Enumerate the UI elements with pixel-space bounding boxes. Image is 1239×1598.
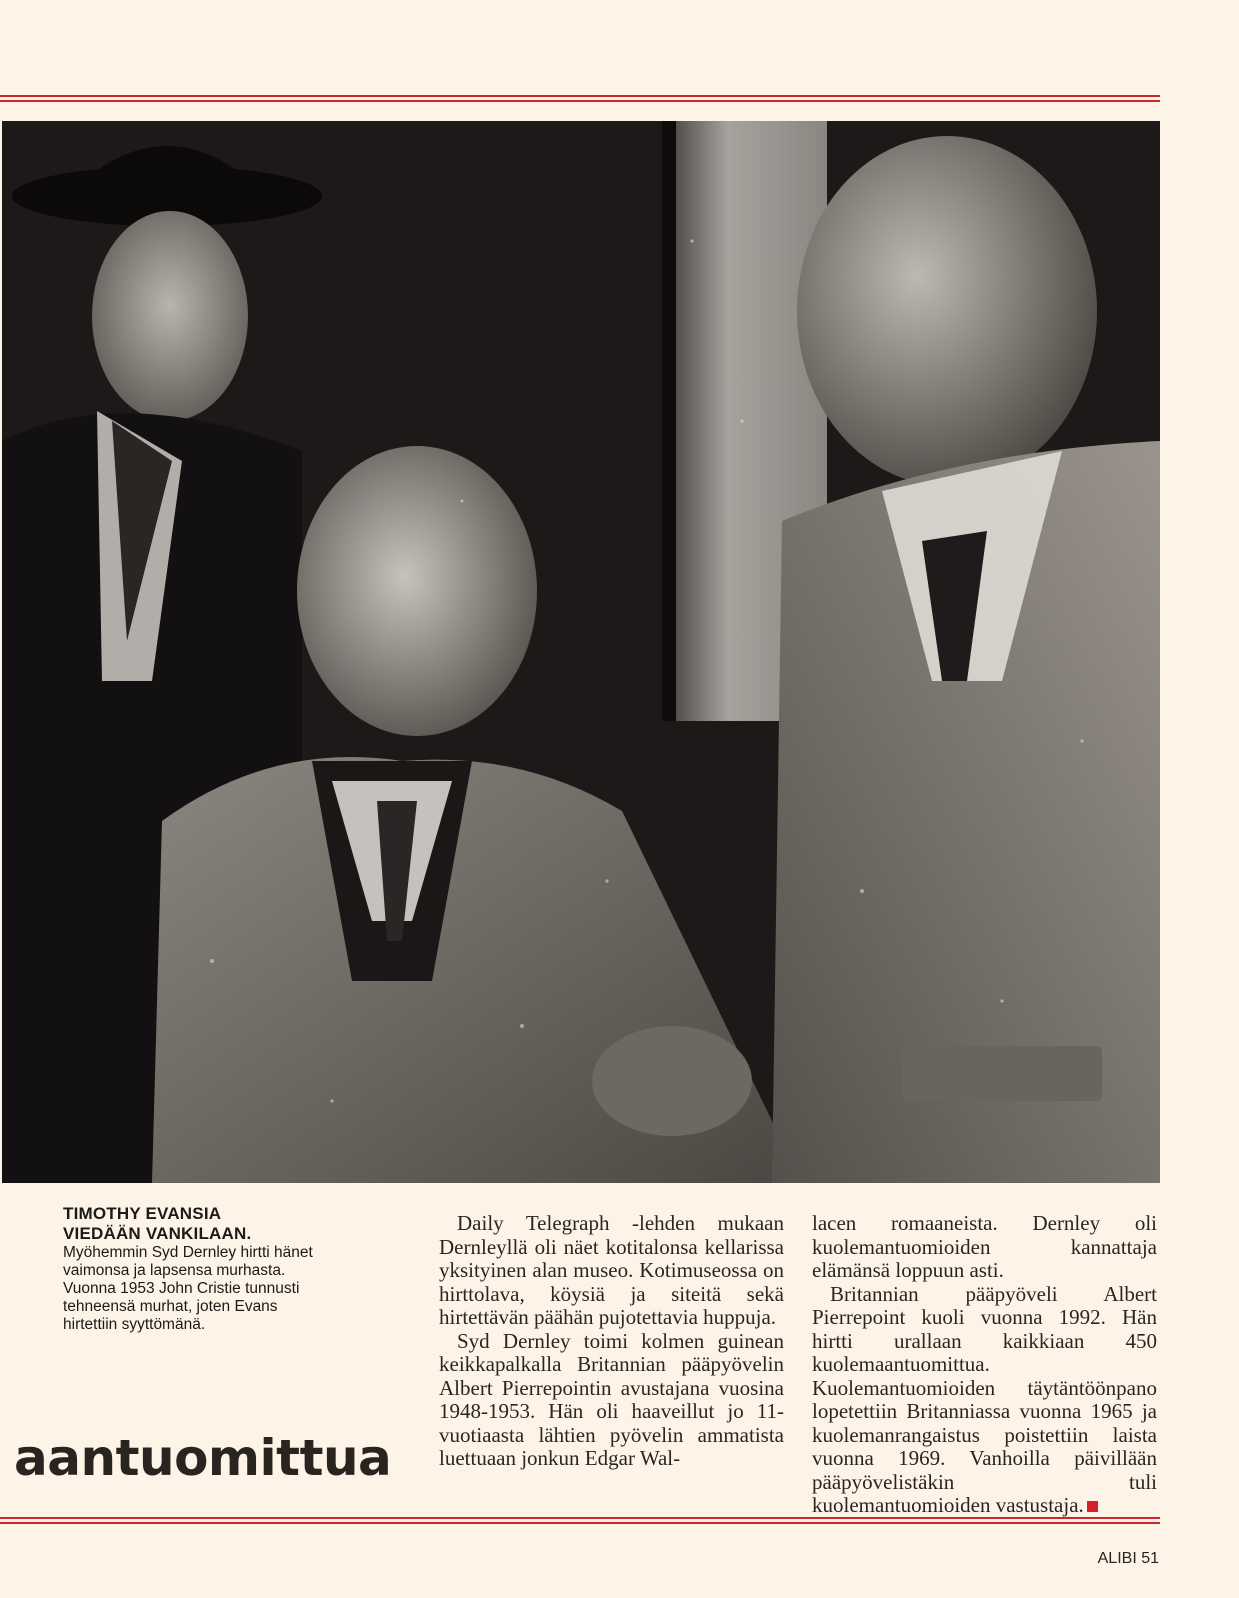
end-of-article-mark [1087, 1501, 1098, 1512]
photo-illustration [2, 121, 1160, 1183]
archival-photo [2, 121, 1160, 1183]
top-double-rule [0, 95, 1160, 102]
article-paragraph: Daily Telegraph -lehden mukaan Dernleyllä oli näet kotitalonsa kellarissa yksityinen alan museo. Kotimuseossa on hirttolava, köysiä ja siteitä sekä hirtettävän päähän pujotettavia huppuja. [439, 1211, 784, 1329]
article-paragraph [812, 1283, 1157, 1518]
article-column-1 [439, 1212, 784, 1471]
bottom-double-rule [0, 1517, 1160, 1524]
page-folio: ALIBI 51 [1097, 1550, 1159, 1567]
article-paragraph: Syd Dernley toimi kolmen guinean keikkapalkalla Britannian pääpyövelin Albert Pierrepointin avustajana vuosina 1948-1953. Hän oli haaveillut jo 11-vuotiaasta lähtien pyövelin ammatista luettuaan jonkun Edgar Wal- [439, 1328, 784, 1470]
article-paragraph-continuation: lacen romaaneista. Dernley oli kuolemantuomioiden kannattaja elämänsä loppuun asti. [812, 1211, 1157, 1282]
headline-fragment: aantuomittua [14, 1429, 392, 1487]
article-final-text: Britannian pääpyöveli Albert Pierrepoint kuoli vuonna 1992. Hän hirtti urallaan kaikkiaan 450 kuolemaantuomittua. Kuolemantuomioiden täytäntöönpano lopetettiin Britanniassa vuonna 1965 ja kuolemanrangaistus poistettiin laista vuonna 1969. Vanhoilla päivillään pääpyövelistäkin tuli kuolemantuomioiden vastustaja. [812, 1281, 1157, 1517]
article-column-2 [812, 1212, 1157, 1518]
caption-body: Myöhemmin Syd Dernley hirtti hänet vaimonsa ja lapsensa murhasta. Vuonna 1953 John Cristie tunnusti tehneensä murhat, joten Evans hirtettiin syyttömänä. [63, 1244, 313, 1333]
caption-headline-line-2: VIEDÄÄN VANKILAAN. [63, 1224, 252, 1243]
photo-caption [63, 1204, 323, 1334]
caption-headline-line-1: TIMOTHY EVANSIA [63, 1204, 222, 1223]
